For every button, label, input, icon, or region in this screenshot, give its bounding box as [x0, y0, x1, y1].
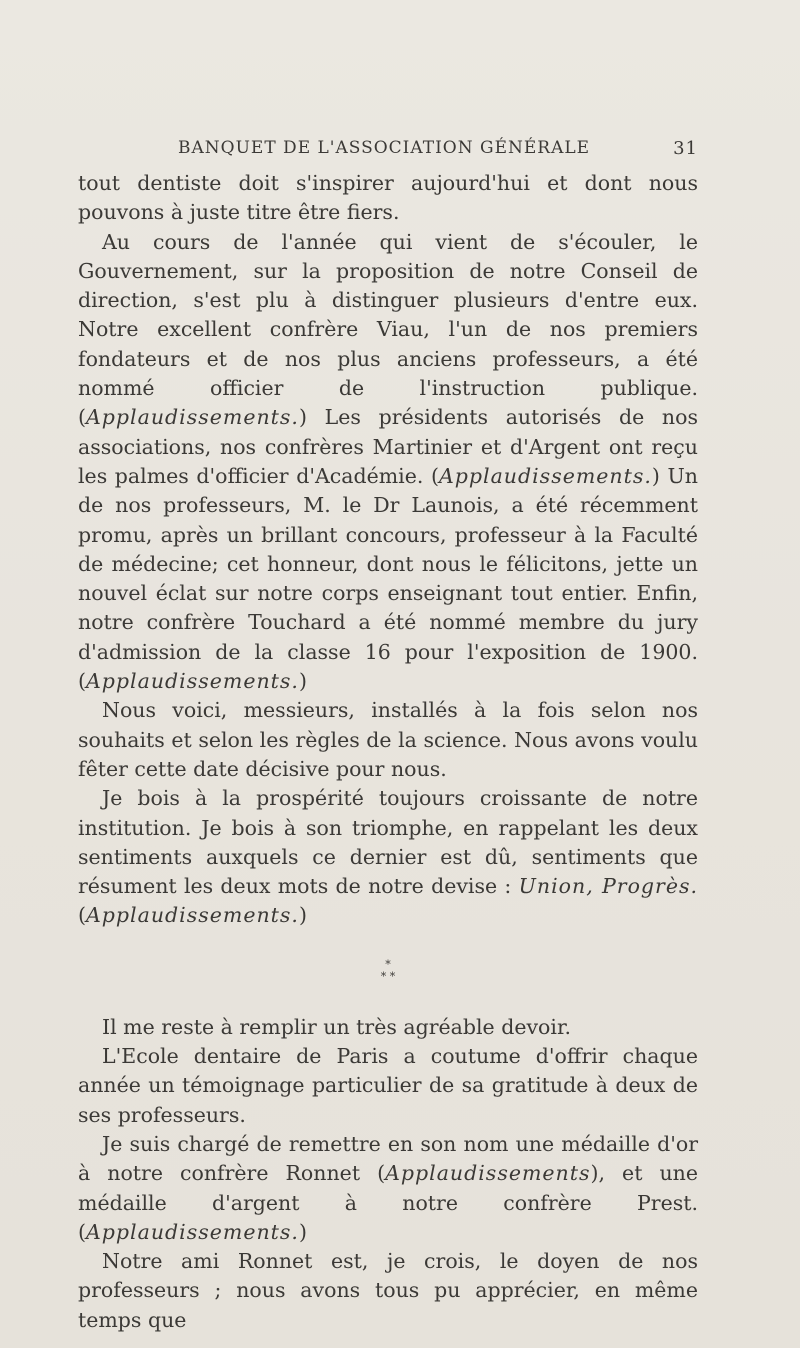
applause-note: Applaudissements. — [86, 1219, 299, 1244]
applause-note: Applaudissements. — [86, 669, 299, 694]
paragraph — [78, 1013, 698, 1042]
paragraph-text: L'Ecole dentaire de Paris a coutume d'offrir chaque année un témoignage particulier de sa gratitude à deux de ses professeurs. — [78, 1044, 698, 1127]
applause-note: Applaudissements — [385, 1161, 591, 1186]
running-head — [78, 138, 698, 166]
paragraph-text: Il me reste à remplir un très agréable devoir. — [102, 1014, 572, 1039]
paragraph — [78, 228, 698, 697]
asterism-divider — [78, 959, 698, 983]
paragraph-text: ) Les présidents autorisés de nos associations, nos confrères Martinier et d'Argent ont reçu les palmes d'officier d'Académie. ( — [78, 405, 698, 488]
paragraph — [78, 1042, 698, 1130]
paragraph — [78, 169, 698, 228]
paragraph-text: Nous voici, messieurs, installés à la fois selon nos souhaits et selon les règles de la science. Nous avons voulu fêter cette date décisive pour nous. — [78, 698, 698, 781]
paragraph-text: ( — [78, 903, 86, 928]
paragraph-text: tout dentiste doit s'inspirer aujourd'hui et dont nous pouvons à juste titre être fiers. — [78, 171, 698, 225]
paragraph-text: Au cours de l'année qui vient de s'écouler, le Gouvernement, sur la proposition de notre Conseil de direction, s'est plu à distinguer plusieurs d'entre eux. Notre excellent confrère Viau, l'un de nos premiers fondateurs et de nos plus anciens professeurs, a été nommé officier de l'instruction publique. ( — [78, 229, 698, 430]
page-number: 31 — [673, 138, 698, 159]
paragraph-text: Je bois à la prospérité toujours croissante de notre institution. Je bois à son triomphe, en rappelant les deux sentiments auxquels ce dernier est dû, sentiments que résument les deux mots de notre devise : — [78, 786, 698, 899]
applause-note: Applaudissements. — [86, 405, 299, 430]
paragraph — [78, 1130, 698, 1247]
asterism-bottom: * * — [380, 969, 396, 983]
paragraph-text: ) Un de nos professeurs, M. le Dr Launois, a été récemment promu, après un brillant concours, professeur à la Faculté de médecine; cet honneur, dont nous le félicitons, jette un nouvel éclat sur notre corps enseignant tout entier. Enfin, notre confrère Touchard a été nommé membre du jury d'admission de la classe 16 pour l'exposition de 1900. ( — [78, 463, 698, 694]
asterism-top: * — [385, 957, 391, 971]
body-text — [78, 169, 698, 1335]
paragraph — [78, 696, 698, 784]
paragraph-text: Je suis chargé de remettre en son nom une médaille d'or à notre confrère Ronnet ( — [78, 1131, 698, 1186]
paragraph-text: ) — [298, 1219, 307, 1244]
running-title: BANQUET DE L'ASSOCIATION GÉNÉRALE — [178, 138, 591, 158]
paragraph-text: ) — [298, 903, 307, 928]
paragraph-text: ) — [298, 669, 307, 694]
paragraph-text: ), et une médaille d'argent à notre confrère Prest. ( — [78, 1161, 698, 1244]
paragraph — [78, 784, 698, 930]
motto: Union, Progrès. — [518, 874, 699, 899]
paragraph-text: Notre ami Ronnet est, je crois, le doyen de nos professeurs ; nous avons tous pu apprécier, en même temps que — [78, 1249, 698, 1332]
applause-note: Applaudissements. — [86, 903, 299, 928]
applause-note: Applaudissements. — [438, 463, 652, 488]
paragraph — [78, 1247, 698, 1335]
